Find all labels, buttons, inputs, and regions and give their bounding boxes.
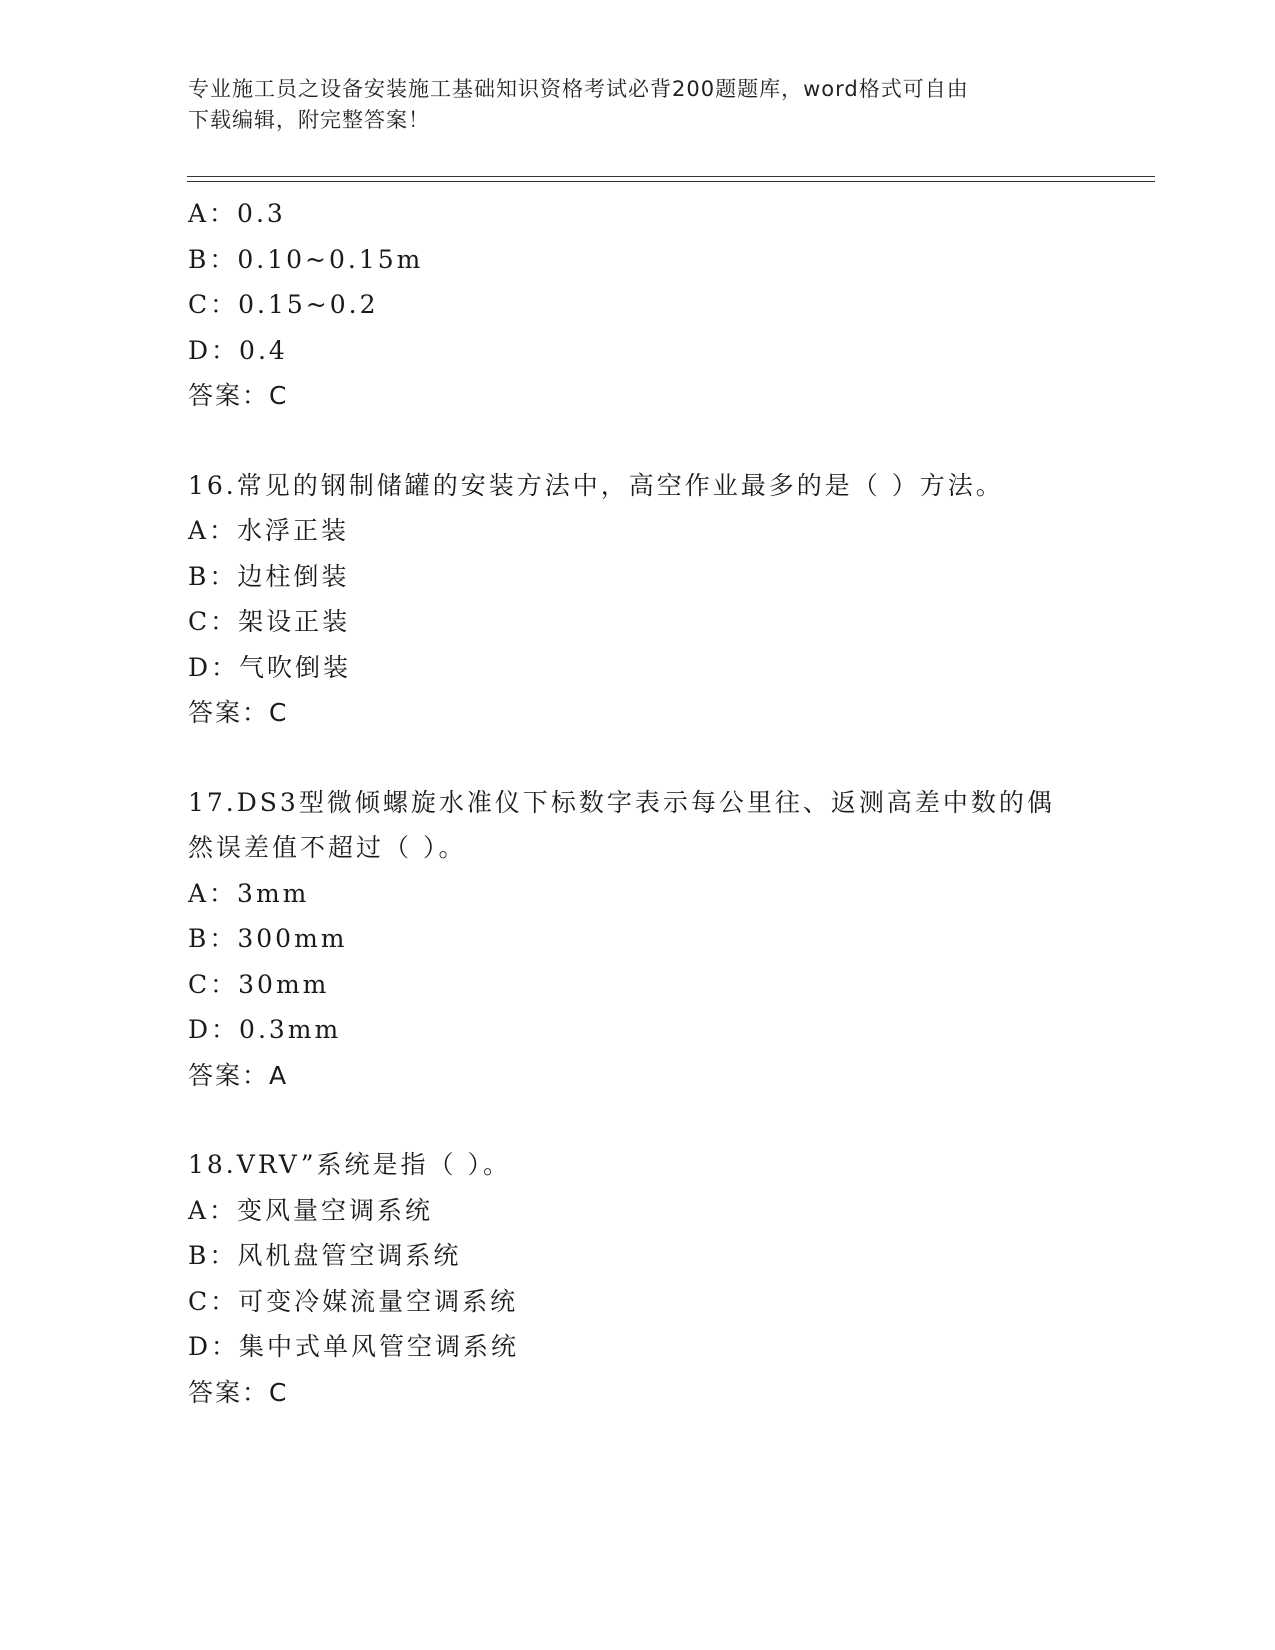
answer: 答案：C: [188, 698, 289, 727]
option-b: B：风机盘管空调系统: [188, 1241, 462, 1270]
header-line-1: 专业施工员之设备安装施工基础知识资格考试必背200题题库，word格式可自由: [188, 77, 969, 101]
question-18: [188, 1142, 1148, 1415]
option-d: D：0.4: [188, 335, 288, 365]
option-d: D：气吹倒装: [188, 652, 352, 682]
option-c: C：架设正装: [188, 607, 351, 636]
option-c: C：0.15~0.2: [188, 290, 379, 319]
option-c: C：可变冷媒流量空调系统: [188, 1286, 519, 1316]
option-a: A：水浮正装: [188, 516, 350, 545]
answer: 答案：A: [188, 1060, 289, 1090]
question-17: [188, 780, 1148, 1099]
option-b: B：0.10~0.15m: [188, 244, 424, 274]
question-15: [188, 191, 1148, 419]
question-16: [188, 463, 1148, 736]
answer: 答案：C: [188, 381, 289, 410]
option-a: A：0.3: [188, 199, 286, 228]
option-b: B：边柱倒装: [188, 561, 350, 591]
option-c: C：30mm: [188, 969, 330, 999]
document-header: [188, 74, 1088, 136]
question-text: 16.常见的钢制储罐的安装方法中，高空作业最多的是（ ）方法。: [188, 470, 1004, 500]
question-text: 18.VRV”系统是指（ ）。: [188, 1150, 511, 1179]
option-b: B：300mm: [188, 924, 348, 953]
header-line-2: 下载编辑，附完整答案！: [188, 108, 430, 132]
answer: 答案：C: [188, 1377, 289, 1407]
question-text-line-1: 17.DS3型微倾螺旋水准仪下标数字表示每公里往、返测高差中数的偶: [188, 787, 1055, 817]
option-d: D：0.3mm: [188, 1015, 342, 1044]
option-a: A：变风量空调系统: [188, 1195, 434, 1225]
option-d: D：集中式单风管空调系统: [188, 1332, 520, 1361]
question-list: [188, 191, 1148, 1415]
header-divider-bottom: [187, 181, 1155, 182]
question-text-line-2: 然误差值不超过（ ）。: [188, 833, 467, 862]
option-a: A：3mm: [188, 878, 310, 908]
header-divider-top: [187, 176, 1155, 177]
